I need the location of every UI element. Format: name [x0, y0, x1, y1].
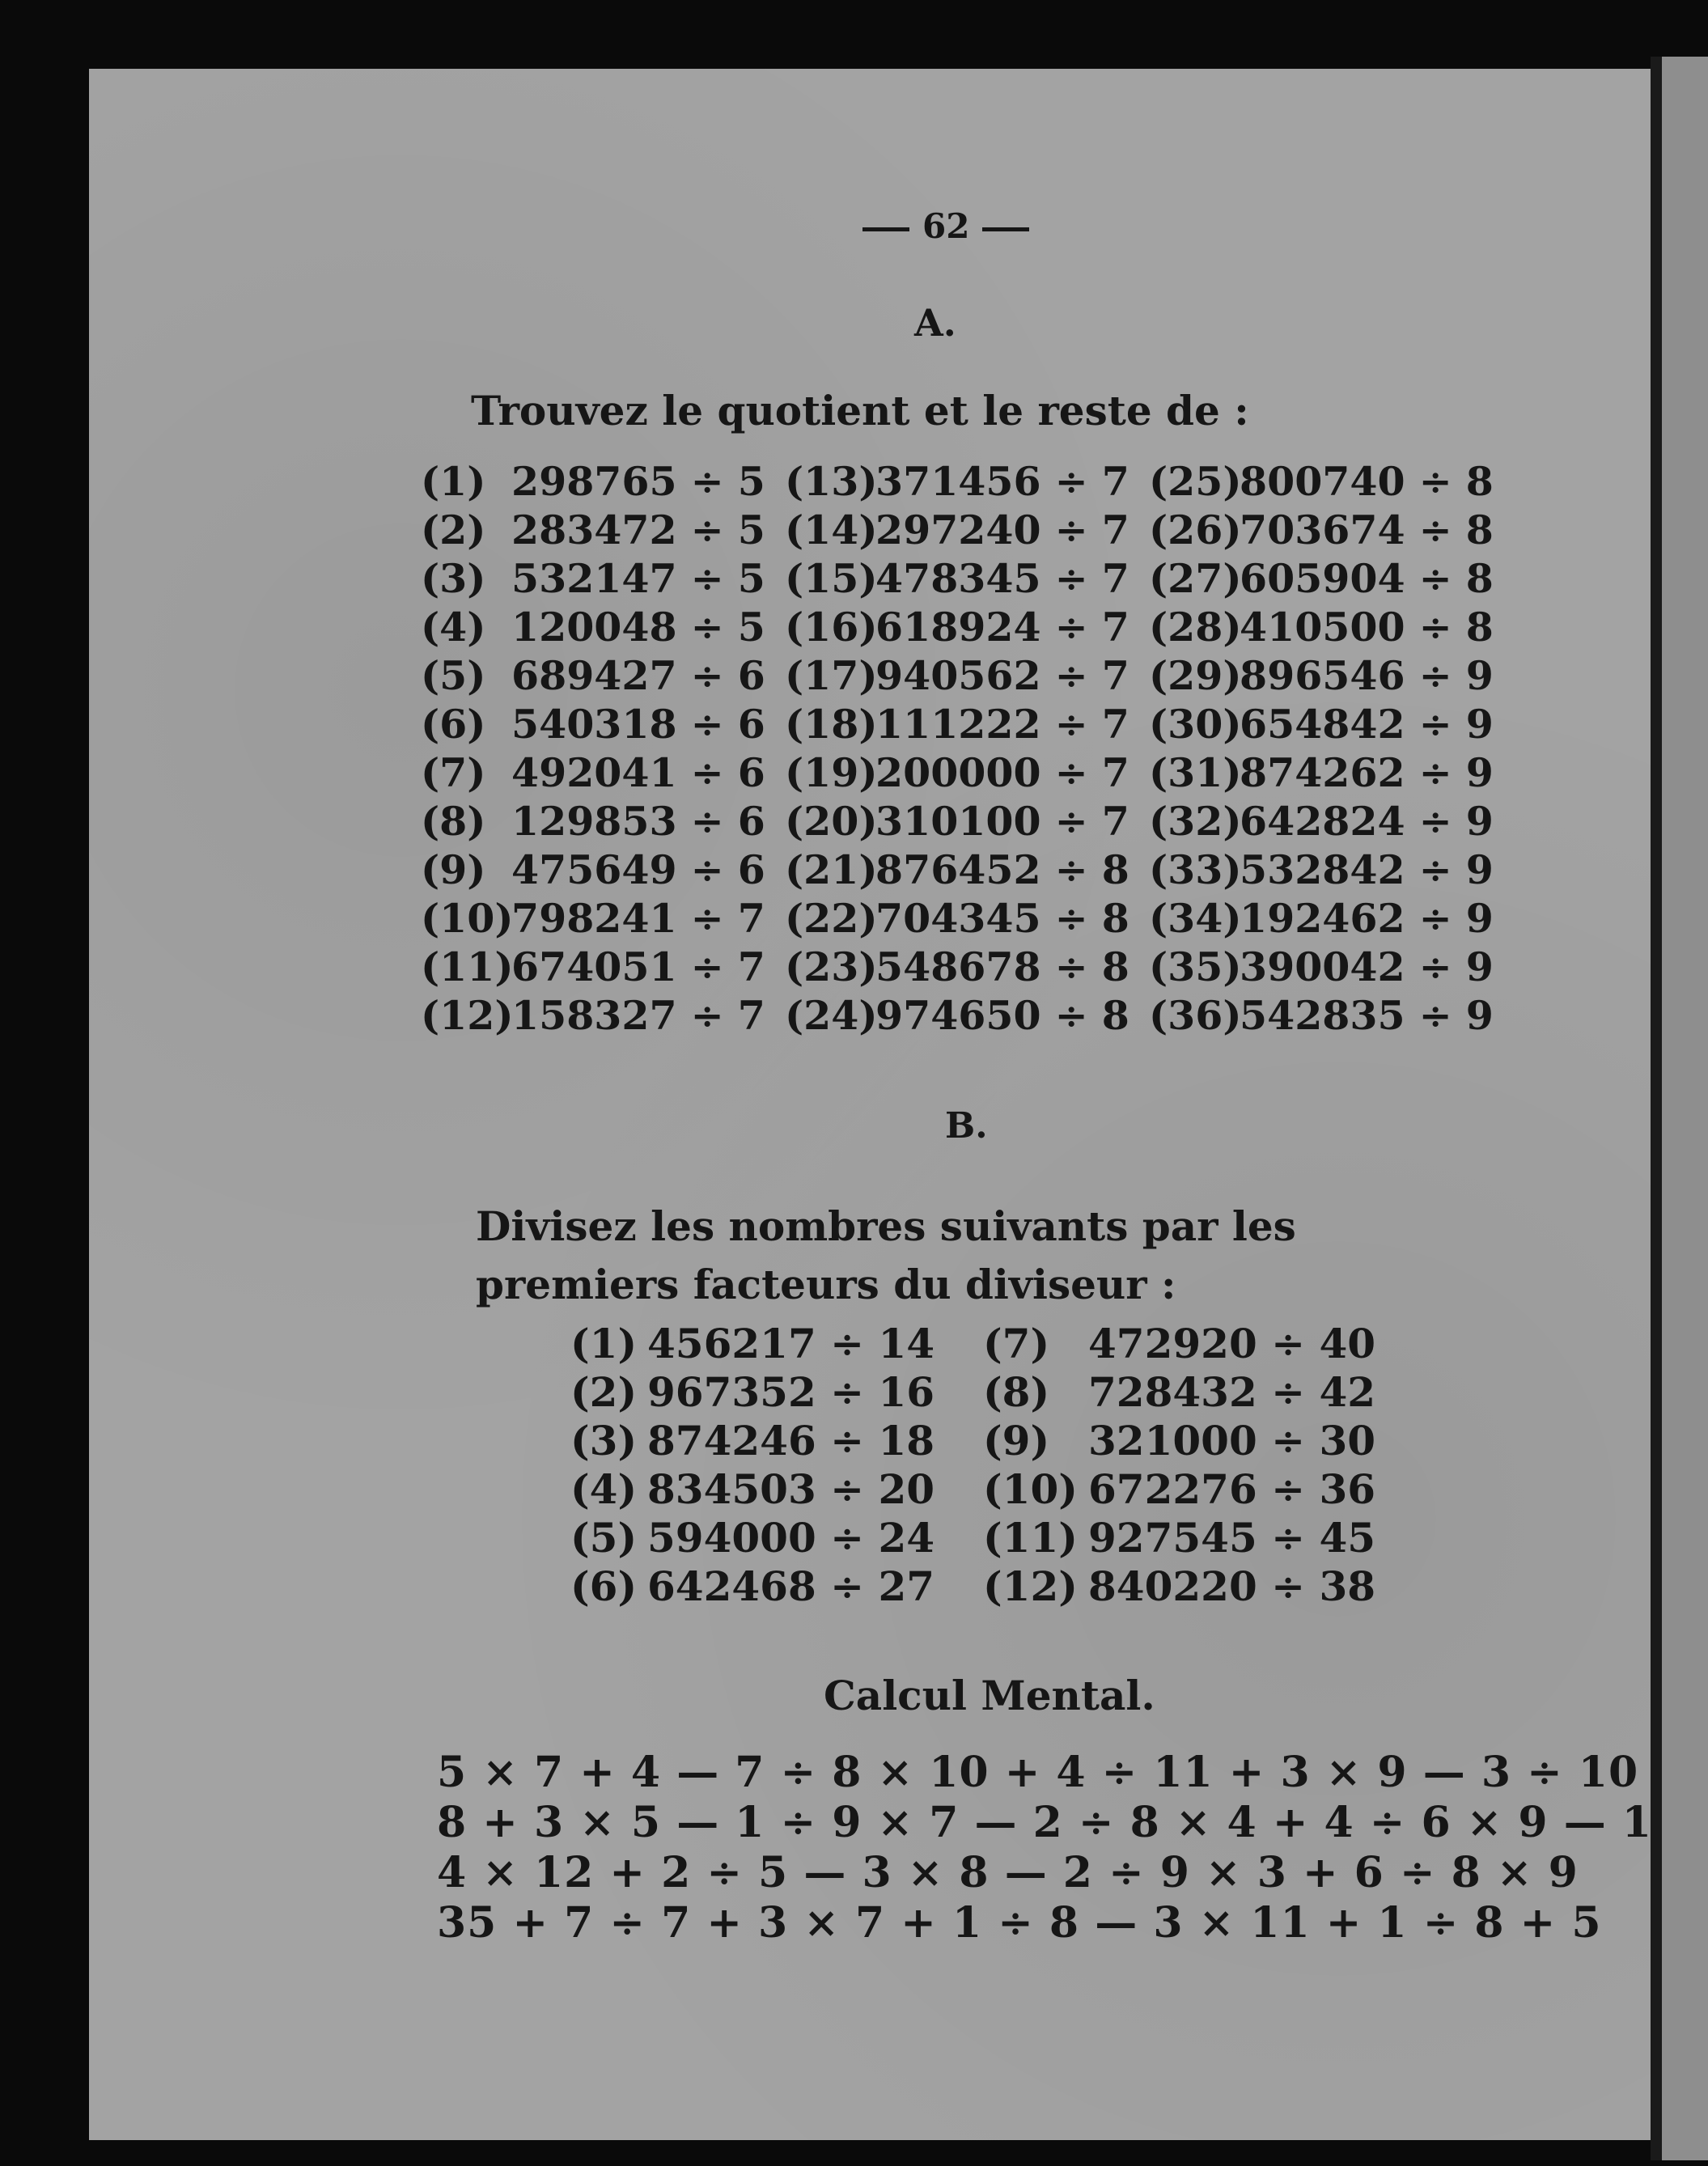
exercise-expression: 927545 ÷ 45	[1088, 1513, 1376, 1562]
exercise-number: (36)	[1149, 992, 1242, 1039]
exercise-item	[570, 1320, 983, 1367]
exercise-number: (17)	[785, 652, 878, 699]
exercise-expression: 594000 ÷ 24	[647, 1513, 935, 1562]
exercise-number: (34)	[1149, 895, 1242, 942]
exercise-item	[1149, 992, 1513, 1039]
exercise-number: (31)	[1149, 749, 1242, 796]
exercise-number: (6)	[421, 701, 486, 748]
exercise-expression: 310100 ÷ 7	[875, 798, 1129, 845]
exercise-row	[570, 1513, 1396, 1562]
exercise-item	[570, 1562, 983, 1610]
exercise-item	[1149, 604, 1513, 651]
exercise-expression: 874246 ÷ 18	[647, 1416, 935, 1464]
exercise-expression: 896546 ÷ 9	[1240, 652, 1494, 699]
exercise-number: (15)	[785, 555, 878, 602]
exercise-item	[421, 895, 785, 942]
exercise-number: (8)	[421, 798, 486, 845]
exercise-item	[421, 749, 785, 796]
exercise-item	[1149, 749, 1513, 796]
exercise-expression: 548678 ÷ 8	[875, 943, 1129, 990]
exercise-item	[785, 798, 1149, 845]
exercise-number: (3)	[570, 1416, 638, 1464]
exercise-item	[421, 507, 785, 553]
exercise-item	[421, 458, 785, 505]
exercise-row	[421, 846, 1513, 894]
adjacent-page-edge	[1662, 57, 1708, 2160]
exercise-row	[421, 506, 1513, 554]
exercise-item	[983, 1320, 1396, 1367]
exercise-expression: 642824 ÷ 9	[1240, 798, 1494, 845]
page-number: 62	[850, 206, 1042, 246]
exercise-number: (18)	[785, 701, 878, 748]
exercise-item	[570, 1368, 983, 1416]
exercise-expression: 728432 ÷ 42	[1088, 1367, 1376, 1416]
exercise-number: (24)	[785, 992, 878, 1039]
exercise-item	[785, 701, 1149, 748]
exercise-number: (32)	[1149, 798, 1242, 845]
exercise-number: (9)	[983, 1416, 1050, 1464]
exercise-number: (10)	[983, 1464, 1078, 1513]
section-a-instruction: Trouvez le quotient et le reste de :	[471, 387, 1249, 434]
exercise-item	[421, 798, 785, 845]
exercise-expression: 672276 ÷ 36	[1088, 1464, 1376, 1513]
exercise-item	[785, 992, 1149, 1039]
exercise-expression: 390042 ÷ 9	[1240, 943, 1494, 990]
exercise-number: (2)	[570, 1367, 638, 1416]
exercise-item	[1149, 846, 1513, 893]
mental-calculation-lines	[437, 1748, 1652, 1948]
exercise-item	[785, 943, 1149, 990]
exercise-item	[785, 749, 1149, 796]
exercise-item	[1149, 895, 1513, 942]
exercise-expression: 874262 ÷ 9	[1240, 749, 1494, 796]
exercise-expression: 974650 ÷ 8	[875, 992, 1129, 1039]
mental-calculation-line: 4 × 12 + 2 ÷ 5 — 3 × 8 — 2 ÷ 9 × 3 + 6 ÷ 8 × 9	[437, 1848, 1579, 1897]
exercise-item	[785, 652, 1149, 699]
exercise-expression: 876452 ÷ 8	[875, 846, 1129, 893]
exercise-number: (11)	[421, 943, 514, 990]
exercise-row	[570, 1562, 1396, 1610]
exercise-number: (35)	[1149, 943, 1242, 990]
exercise-expression: 940562 ÷ 7	[875, 652, 1129, 699]
exercise-number: (4)	[570, 1464, 638, 1513]
exercise-expression: 475649 ÷ 6	[511, 846, 765, 893]
exercise-item	[1149, 798, 1513, 845]
exercise-row	[421, 748, 1513, 797]
mental-calculation-line: 8 + 3 × 5 — 1 ÷ 9 × 7 — 2 ÷ 8 × 4 + 4 ÷ 6 × 9 — 1	[437, 1798, 1652, 1847]
exercise-number: (21)	[785, 846, 878, 893]
exercise-item	[785, 604, 1149, 651]
exercise-item	[983, 1465, 1396, 1513]
exercise-expression: 297240 ÷ 7	[875, 507, 1129, 553]
exercise-number: (19)	[785, 749, 878, 796]
exercise-expression: 371456 ÷ 7	[875, 458, 1129, 505]
exercise-item	[983, 1562, 1396, 1610]
section-a-exercises	[421, 457, 1513, 1040]
exercise-number: (6)	[570, 1562, 638, 1610]
exercise-number: (8)	[983, 1367, 1050, 1416]
exercise-row	[421, 457, 1513, 506]
exercise-item	[421, 604, 785, 651]
exercise-number: (5)	[421, 652, 486, 699]
exercise-item	[421, 992, 785, 1039]
exercise-item	[785, 895, 1149, 942]
exercise-item	[1149, 701, 1513, 748]
exercise-expression: 689427 ÷ 6	[511, 652, 765, 699]
exercise-item	[1149, 507, 1513, 553]
exercise-number: (12)	[983, 1562, 1078, 1610]
exercise-expression: 704345 ÷ 8	[875, 895, 1129, 942]
exercise-expression: 798241 ÷ 7	[511, 895, 765, 942]
exercise-expression: 200000 ÷ 7	[875, 749, 1129, 796]
exercise-number: (13)	[785, 458, 878, 505]
exercise-row	[570, 1416, 1396, 1464]
exercise-item	[983, 1417, 1396, 1464]
exercise-expression: 674051 ÷ 7	[511, 943, 765, 990]
exercise-expression: 192462 ÷ 9	[1240, 895, 1494, 942]
exercise-expression: 129853 ÷ 6	[511, 798, 765, 845]
exercise-expression: 492041 ÷ 6	[511, 749, 765, 796]
section-a-heading: A.	[914, 301, 956, 345]
exercise-row	[570, 1367, 1396, 1416]
exercise-item	[983, 1514, 1396, 1562]
exercise-row	[421, 943, 1513, 991]
section-b-heading: B.	[945, 1105, 988, 1147]
exercise-number: (4)	[421, 604, 486, 651]
exercise-number: (22)	[785, 895, 878, 942]
exercise-item	[1149, 555, 1513, 602]
exercise-number: (3)	[421, 555, 486, 602]
exercise-number: (27)	[1149, 555, 1242, 602]
exercise-expression: 618924 ÷ 7	[875, 604, 1129, 651]
exercise-item	[421, 652, 785, 699]
exercise-number: (14)	[785, 507, 878, 553]
exercise-expression: 158327 ÷ 7	[511, 992, 765, 1039]
exercise-expression: 800740 ÷ 8	[1240, 458, 1494, 505]
exercise-expression: 703674 ÷ 8	[1240, 507, 1494, 553]
exercise-expression: 540318 ÷ 6	[511, 701, 765, 748]
exercise-expression: 111222 ÷ 7	[875, 701, 1129, 748]
exercise-item	[421, 701, 785, 748]
exercise-item	[421, 846, 785, 893]
exercise-item	[421, 555, 785, 602]
exercise-number: (7)	[983, 1319, 1050, 1367]
exercise-row	[421, 894, 1513, 943]
exercise-number: (20)	[785, 798, 878, 845]
exercise-row	[570, 1464, 1396, 1513]
exercise-number: (29)	[1149, 652, 1242, 699]
exercise-item	[785, 555, 1149, 602]
exercise-expression: 834503 ÷ 20	[647, 1464, 935, 1513]
exercise-item	[983, 1368, 1396, 1416]
exercise-expression: 298765 ÷ 5	[511, 458, 765, 505]
exercise-expression: 532842 ÷ 9	[1240, 846, 1494, 893]
exercise-row	[421, 554, 1513, 603]
exercise-row	[570, 1319, 1396, 1367]
exercise-expression: 283472 ÷ 5	[511, 507, 765, 553]
section-b-exercises	[570, 1319, 1396, 1610]
exercise-expression: 410500 ÷ 8	[1240, 604, 1494, 651]
exercise-number: (11)	[983, 1513, 1078, 1562]
exercise-expression: 456217 ÷ 14	[647, 1319, 935, 1367]
exercise-number: (5)	[570, 1513, 638, 1562]
exercise-expression: 605904 ÷ 8	[1240, 555, 1494, 602]
exercise-row	[421, 603, 1513, 651]
exercise-number: (12)	[421, 992, 514, 1039]
exercise-number: (7)	[421, 749, 486, 796]
section-b-instruction: Divisez les nombres suivants par les premiers facteurs du diviseur :	[476, 1202, 1296, 1308]
exercise-item	[785, 458, 1149, 505]
exercise-number: (16)	[785, 604, 878, 651]
mental-calculation-line: 35 + 7 ÷ 7 + 3 × 7 + 1 ÷ 8 — 3 × 11 + 1 ÷ 8 + 5	[437, 1898, 1602, 1948]
exercise-number: (9)	[421, 846, 486, 893]
exercise-item	[785, 507, 1149, 553]
exercise-item	[570, 1417, 983, 1464]
exercise-expression: 967352 ÷ 16	[647, 1367, 935, 1416]
exercise-expression: 654842 ÷ 9	[1240, 701, 1494, 748]
mental-calculation-line: 5 × 7 + 4 — 7 ÷ 8 × 10 + 4 ÷ 11 + 3 × 9 — 3 ÷ 10	[437, 1748, 1639, 1797]
exercise-expression: 532147 ÷ 5	[511, 555, 765, 602]
exercise-item	[570, 1465, 983, 1513]
exercise-expression: 642468 ÷ 27	[647, 1562, 935, 1610]
exercise-number: (10)	[421, 895, 514, 942]
exercise-expression: 478345 ÷ 7	[875, 555, 1129, 602]
exercise-row	[421, 991, 1513, 1040]
exercise-expression: 120048 ÷ 5	[511, 604, 765, 651]
exercise-number: (25)	[1149, 458, 1242, 505]
exercise-number: (30)	[1149, 701, 1242, 748]
page-gutter	[1651, 57, 1662, 2160]
exercise-expression: 840220 ÷ 38	[1088, 1562, 1376, 1610]
exercise-number: (1)	[570, 1319, 638, 1367]
exercise-number: (1)	[421, 458, 486, 505]
exercise-row	[421, 651, 1513, 700]
exercise-item	[1149, 943, 1513, 990]
exercise-item	[570, 1514, 983, 1562]
exercise-expression: 472920 ÷ 40	[1088, 1319, 1376, 1367]
exercise-number: (28)	[1149, 604, 1242, 651]
exercise-item	[1149, 458, 1513, 505]
exercise-expression: 542835 ÷ 9	[1240, 992, 1494, 1039]
exercise-row	[421, 797, 1513, 846]
mental-calculation-heading: Calcul Mental.	[824, 1672, 1155, 1719]
exercise-number: (33)	[1149, 846, 1242, 893]
exercise-number: (26)	[1149, 507, 1242, 553]
exercise-number: (23)	[785, 943, 878, 990]
exercise-item	[1149, 652, 1513, 699]
exercise-number: (2)	[421, 507, 486, 553]
exercise-row	[421, 700, 1513, 748]
exercise-expression: 321000 ÷ 30	[1088, 1416, 1376, 1464]
exercise-item	[421, 943, 785, 990]
exercise-item	[785, 846, 1149, 893]
